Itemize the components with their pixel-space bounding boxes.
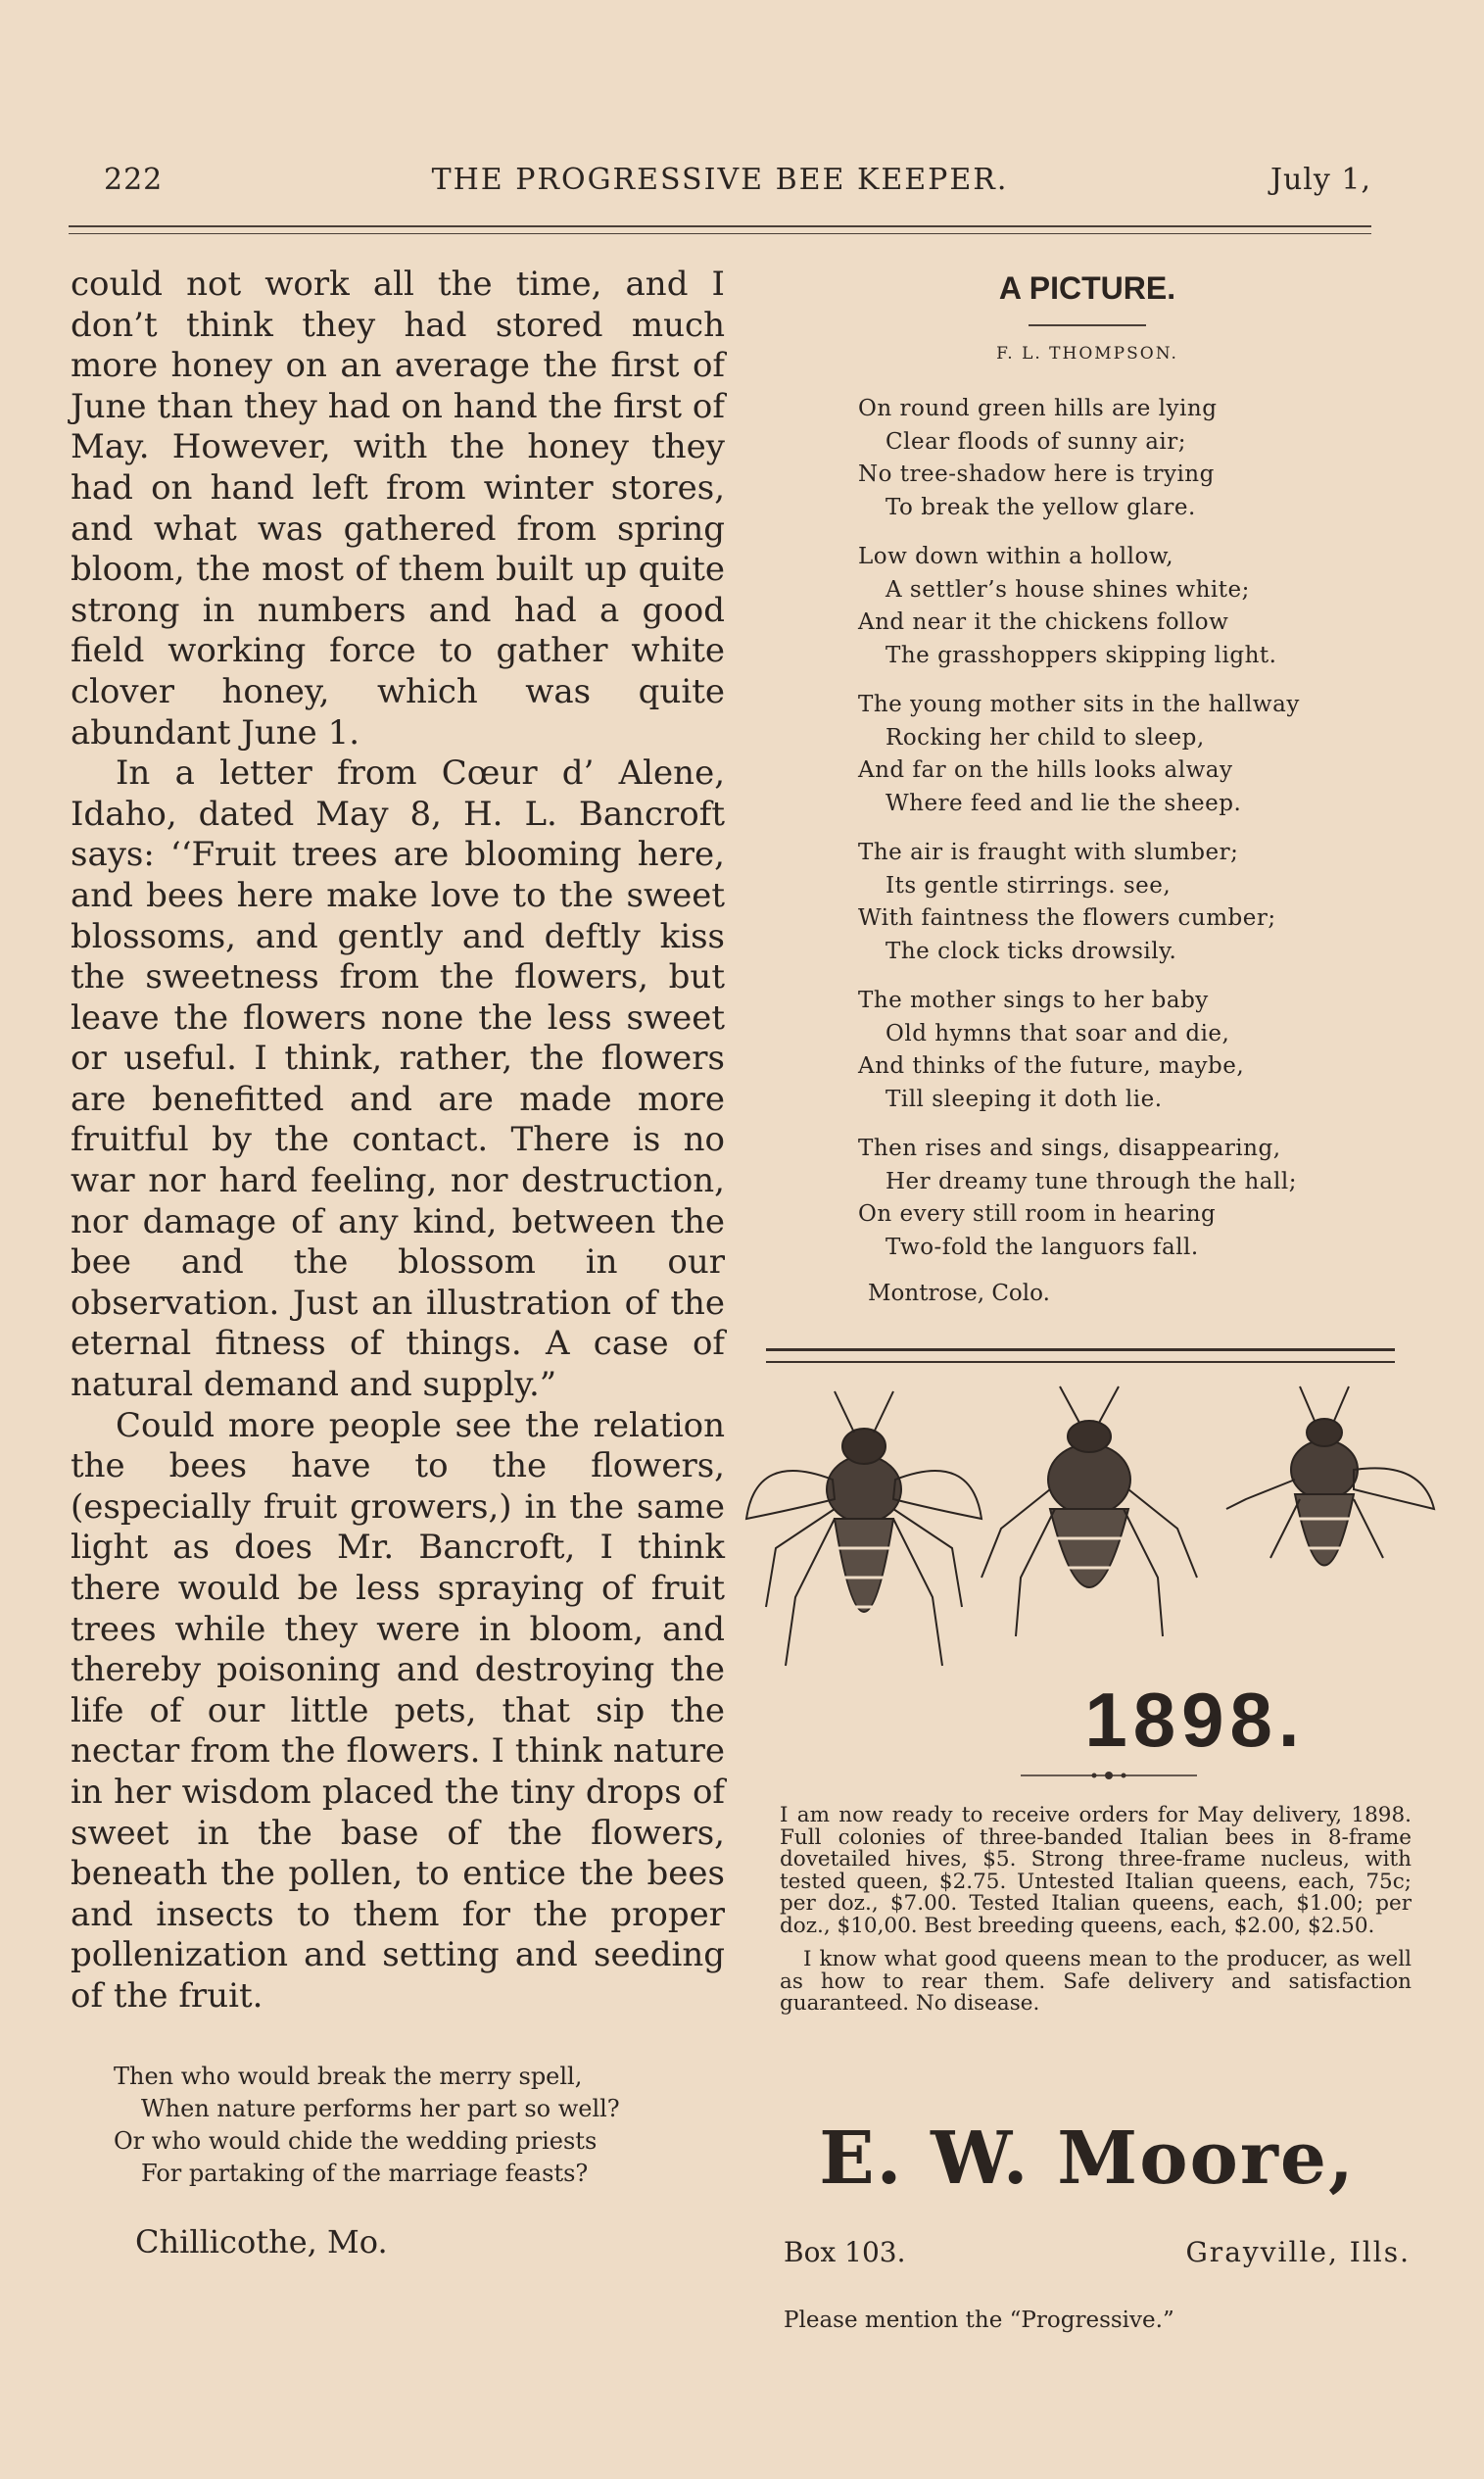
drone-bee-icon: [981, 1386, 1197, 1636]
poem-line: Low down within a hollow,: [858, 544, 1174, 569]
verse-line: For partaking of the marriage feasts?: [141, 2159, 589, 2187]
title-rule: [1029, 324, 1146, 326]
verse-line: Then who would break the merry spell,: [114, 2062, 583, 2090]
issue-date: July 1,: [1269, 163, 1371, 197]
poem-stanza: [858, 689, 1411, 820]
ad-paragraph: I know what good queens mean to the producer, as well as how to rear them. Safe delivery and satisfaction guaranteed. No disease.: [780, 1947, 1412, 2016]
post-box: Box 103.: [784, 2236, 906, 2268]
poem-line: The clock ticks drowsily.: [886, 938, 1177, 964]
poem-line: Its gentle stirrings. see,: [886, 872, 1172, 899]
poem-stanza: [858, 1133, 1411, 1264]
poem-line: With faintness the flowers cumber;: [858, 905, 1276, 931]
worker-bee-icon: [1226, 1386, 1434, 1578]
poem-body: [858, 393, 1411, 1264]
queen-bee-icon: [746, 1391, 981, 1666]
poem-line: The grasshoppers skipping light.: [886, 642, 1277, 668]
poem-stanza: [858, 393, 1411, 524]
poem-line: On round green hills are lying: [858, 396, 1218, 421]
poem-line: Till sleeping it doth lie.: [886, 1086, 1163, 1112]
article-signature: Chillicothe, Mo.: [135, 2222, 388, 2260]
poem-line: The young mother sits in the hallway: [858, 692, 1300, 717]
right-column: [764, 265, 1411, 1306]
article-paragraph: In a letter from Cœur d’ Alene, Idaho, dated May 8, H. L. Bancroft says: ‘‘Fruit trees are blooming here, and bees here make love to the sweet blossoms, and gently and deftly kiss the sweetness from the flowers, but leave the flowers none the less sweet or useful. I think, rather, the flowers are benefitted and are made more fruitful by the contact. There is no war nor hard feeling, nor destruction, nor damage of any kind, between the bee and the blossom in our observation. Just an illustration of the eternal fitness of things. A case of natural demand and supply.”: [71, 753, 725, 1405]
ad-body: [780, 1805, 1412, 2027]
poem-line: To break the yellow glare.: [886, 494, 1196, 520]
poem-line: Her dreamy tune through the hall;: [886, 1168, 1297, 1194]
ad-paragraph: I am now ready to receive orders for May delivery, 1898. Full colonies of three-banded Italian bees in 8-frame dovetailed hives, $5. Strong three-frame nucleus, with tested queen, $2.75. Untested Italian queens, each, 75c; per doz., $7.00. Tested Italian queens, each, $1.00; per doz., $10,00. Best breeding queens, each, $2.00, $2.50.: [780, 1803, 1412, 1938]
poem-line: Then rises and sings, disappearing,: [858, 1136, 1281, 1161]
poem-line: A settler’s house shines white;: [886, 576, 1250, 603]
poem-line: And thinks of the future, maybe,: [858, 1053, 1245, 1079]
closing-verse: [114, 2061, 725, 2190]
poem-line: Where feed and lie the sheep.: [886, 790, 1242, 816]
poem-line: Clear floods of sunny air;: [886, 428, 1187, 455]
article-paragraph: Could more people see the relation the bees have to the flowers, (especially fruit growers,) in the same light as does Mr. Bancroft, I think there would be less spraying of fruit trees while they were in bloom, and thereby poisoning and destroying the life of our little pets, that sip the nectar from the flowers. I think nature in her wisdom placed the tiny drops of sweet in the base of the flowers, beneath the pollen, to entice the bees and insects to them for the proper pollenization and setting and seeding of the fruit.: [71, 1405, 725, 2016]
poem-title: A PICTURE.: [998, 270, 1176, 306]
advertiser-name: E. W. Moore,: [819, 2116, 1356, 2201]
poem-author: F. L. THOMPSON.: [996, 344, 1178, 364]
page-number: 222: [104, 163, 164, 197]
poem-signature: Montrose, Colo.: [868, 1281, 1050, 1306]
ornament-divider: [1021, 1769, 1197, 1782]
page-header: [69, 163, 1371, 212]
poem-line: Two-fold the languors fall.: [886, 1234, 1199, 1260]
poem-line: Old hymns that soar and die,: [886, 1020, 1230, 1046]
poem-line: The air is fraught with slumber;: [858, 840, 1239, 865]
poem-stanza: [858, 837, 1411, 968]
poem-line: On every still room in hearing: [858, 1201, 1217, 1227]
verse-line: When nature performs her part so well?: [141, 2094, 620, 2122]
poem-stanza: [858, 541, 1411, 672]
poem-line: And far on the hills looks alway: [858, 757, 1233, 783]
verse-line: Or who would chide the wedding priests: [114, 2126, 598, 2155]
article-paragraph: could not work all the time, and I don’t think they had stored much more honey on an average the first of June than they had on hand the first of May. However, with the honey they had on hand left from winter stores, and what was gathered from spring bloom, the most of them built up quite strong in numbers and had a good field working force to gather white clover honey, which was quite abundant June 1.: [71, 265, 725, 753]
poem-stanza: [858, 985, 1411, 1116]
poem-line: No tree-shadow here is trying: [858, 462, 1215, 487]
poem-line: And near it the chickens follow: [858, 609, 1229, 635]
town: Grayville, Ills.: [1185, 2236, 1411, 2268]
advertisement-rule: [766, 1348, 1395, 1363]
mention-note: Please mention the “Progressive.”: [784, 2308, 1174, 2333]
header-rule: [69, 225, 1371, 234]
poem-line: Rocking her child to sleep,: [886, 724, 1205, 751]
journal-title: THE PROGRESSIVE BEE KEEPER.: [431, 163, 1009, 197]
ad-year: 1898.: [1084, 1677, 1306, 1763]
left-column: [71, 265, 725, 2260]
poem-line: The mother sings to her baby: [858, 988, 1209, 1013]
